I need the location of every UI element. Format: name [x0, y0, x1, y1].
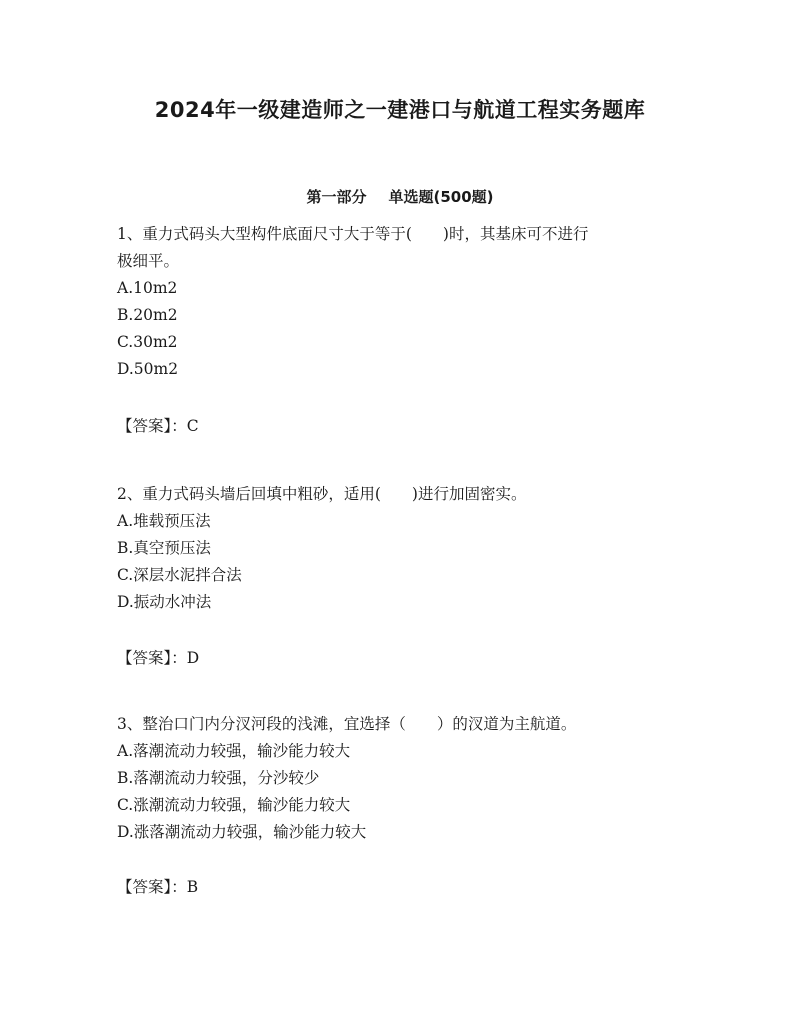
question-stem-continued: 极细平。 [117, 252, 180, 270]
answer-label: 【答案】： [117, 878, 187, 896]
question-3 [117, 711, 687, 846]
option-d: D.振动水冲法 [117, 593, 212, 611]
option-b: B.真空预压法 [117, 539, 211, 557]
option-b: B.落潮流动力较强，分沙较少 [117, 769, 320, 787]
option-d: D.涨落潮流动力较强，输沙能力较大 [117, 823, 367, 841]
answer-2 [117, 645, 199, 672]
section-name: 单选题(500题) [388, 188, 494, 206]
answer-label: 【答案】： [117, 417, 187, 435]
option-c: C.涨潮流动力较强，输沙能力较大 [117, 796, 351, 814]
question-stem: 1、重力式码头大型构件底面尺寸大于等于( )时，其基床可不进行 [117, 225, 589, 243]
answer-value: C [186, 417, 199, 435]
answer-1 [117, 413, 199, 440]
section-heading [0, 186, 800, 207]
option-c: C.30m2 [117, 333, 178, 351]
question-1 [117, 221, 687, 383]
question-2 [117, 481, 687, 616]
question-stem: 2、重力式码头墙后回填中粗砂，适用( )进行加固密实。 [117, 485, 527, 503]
answer-3 [117, 874, 198, 901]
option-a: A.10m2 [117, 279, 178, 297]
question-stem: 3、整治口门内分汊河段的浅滩，宜选择（ ）的汊道为主航道。 [117, 715, 577, 733]
section-part: 第一部分 [306, 188, 367, 206]
document-title: 2024年一级建造师之一建港口与航道工程实务题库 [154, 98, 646, 122]
option-b: B.20m2 [117, 306, 178, 324]
option-d: D.50m2 [117, 360, 179, 378]
answer-label: 【答案】： [117, 649, 187, 667]
answer-value: B [186, 878, 199, 896]
option-a: A.落潮流动力较强，输沙能力较大 [117, 742, 351, 760]
option-c: C.深层水泥拌合法 [117, 566, 242, 584]
option-a: A.堆载预压法 [117, 512, 211, 530]
answer-value: D [186, 649, 200, 667]
